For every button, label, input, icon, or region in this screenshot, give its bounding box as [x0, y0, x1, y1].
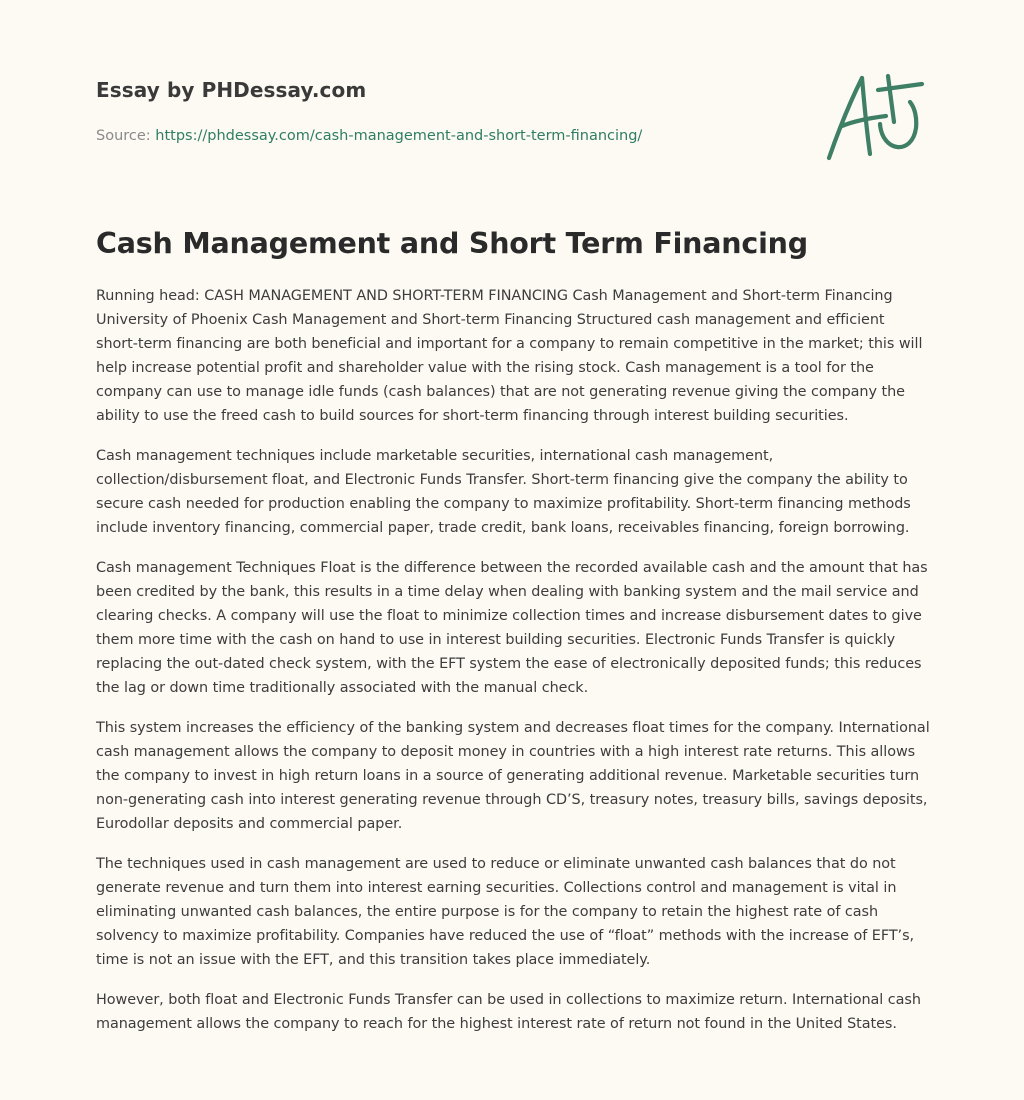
a-plus-logo-icon — [820, 66, 930, 166]
essay-paragraph: However, both float and Electronic Funds Transfer can be used in collections to maximize return. International cash management allows the company to reach for the highest interest rate of return not found in the United States. — [96, 992, 921, 1032]
source-line — [96, 126, 796, 146]
essay-paragraph: This system increases the efficiency of the banking system and decreases float times for the company. International cash management allows the company to deposit money in countries with a high interest rate returns. This allows the company to invest in high return loans in a source of generating additional revenue. Marketable securities turn non-generating cash into interest generating revenue through CD’S, treasury notes, treasury bills, savings deposits, Eurodollar deposits and commercial paper. — [96, 720, 930, 832]
essay-title: Cash Management and Short Term Financing — [96, 227, 808, 260]
site-brand-title: Essay by PHDessay.com — [96, 78, 367, 102]
essay-body — [96, 284, 930, 1052]
essay-paragraph: Cash management techniques include marketable securities, international cash management, collection/disbursement float, and Electronic Funds Transfer. Short-term financing give the company the ability to secure cash needed for production enabling the company to maximize profitability. Short-term financing methods include inventory financing, commercial paper, trade credit, bank loans, receivables financing, foreign borrowing. — [96, 448, 911, 536]
essay-paragraph: Running head: CASH MANAGEMENT AND SHORT-TERM FINANCING Cash Management and Short-term Financing University of Phoenix Cash Management and Short-term Financing Structured cash management and efficient short-term financing are both beneficial and important for a company to remain competitive in the market; this will help increase potential profit and shareholder value with the rising stock. Cash management is a tool for the company can use to manage idle funds (cash balances) that are not generating revenue giving the company the ability to use the freed cash to build sources for short-term financing through interest building securities. — [96, 288, 923, 424]
essay-paragraph: The techniques used in cash management are used to reduce or eliminate unwanted cash balances that do not generate revenue and turn them into interest earning securities. Collections control and management is vital in eliminating unwanted cash balances, the entire purpose is for the company to retain the highest rate of cash solvency to maximize profitability. Companies have reduced the use of “float” methods with the increase of EFT’s, time is not an issue with the EFT, and this transition takes place immediately. — [96, 856, 915, 968]
source-link[interactable]: https://phdessay.com/cash-management-and-short-term-financing/ — [155, 128, 643, 144]
source-label: Source: — [96, 128, 156, 144]
page-header — [96, 76, 796, 146]
essay-paragraph: Cash management Techniques Float is the difference between the recorded available cash and the amount that has been credited by the bank, this results in a time delay when dealing with banking system and the mail service and clearing checks. A company will use the float to minimize collection times and increase disbursement dates to give them more time with the cash on hand to use in interest building securities. Electronic Funds Transfer is quickly replacing the out-dated check system, with the EFT system the ease of electronically deposited funds; this reduces the lag or down time traditionally associated with the manual check. — [96, 560, 928, 696]
